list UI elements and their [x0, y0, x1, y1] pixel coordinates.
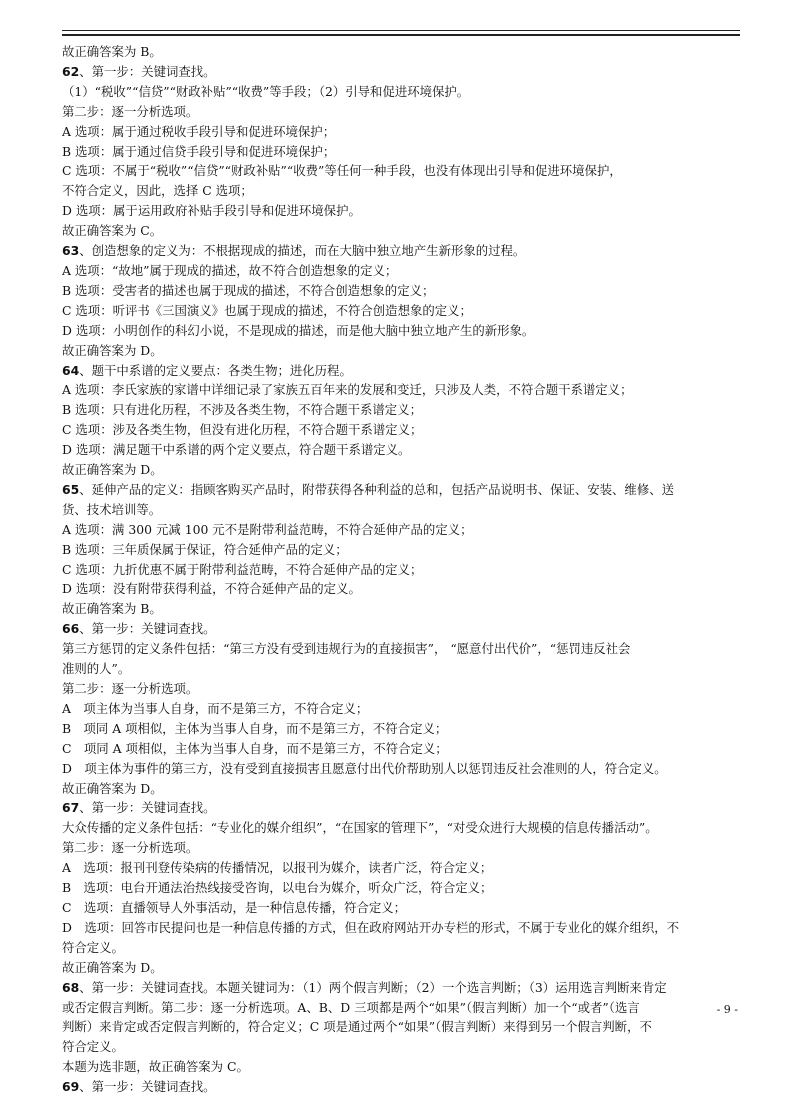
text-line [62, 739, 742, 759]
line-text: 符合定义。 [62, 939, 124, 955]
line-text: 故正确答案为 D。 [62, 780, 163, 796]
text-line [62, 779, 742, 799]
line-text: B 选项：受害者的描述也属于现成的描述，不符合创造想象的定义； [62, 282, 435, 298]
text-line [62, 281, 742, 301]
line-text: 或否定假言判断。第二步：逐一分析选项。A、B、D 三项都是两个“如果”（假言判断）加一个“或者”（选言 [62, 999, 640, 1015]
question-number: 68 [62, 979, 80, 995]
line-text: 、延伸产品的定义：指顾客购买产品时，附带获得各种利益的总和，包括产品说明书、保证、安装、维修、送 [79, 481, 674, 497]
text-line [62, 579, 742, 599]
line-text: D 项主体为事件的第三方，没有受到直接损害且愿意付出代价帮助别人以惩罚违反社会准则的人，符合定义。 [62, 760, 667, 776]
question-number: 67 [62, 800, 80, 816]
line-text: 、创造想象的定义为：不根据现成的描述，而在大脑中独立地产生新形象的过程。 [79, 243, 526, 259]
question-number: 65 [62, 481, 80, 497]
text-line [62, 42, 742, 62]
line-text: D 选项：小明创作的科幻小说，不是现成的描述，而是他大脑中独立地产生的新形象。 [62, 322, 535, 338]
line-text: 故正确答案为 B。 [62, 601, 162, 617]
question-heading [62, 978, 742, 998]
line-text: C 项同 A 项相似，主体为当事人自身，而不是第三方，不符合定义； [62, 740, 448, 756]
text-line [62, 878, 742, 898]
line-text: 符合定义。 [62, 1039, 124, 1055]
text-line [62, 838, 742, 858]
text-line [62, 679, 742, 699]
line-text: （1）“税收”“信贷”“财政补贴”“收费”等手段；（2）引导和促进环境保护。 [62, 83, 470, 99]
text-line [62, 719, 742, 739]
line-text: 故正确答案为 D。 [62, 959, 163, 975]
text-line [62, 301, 742, 321]
line-text: 、第一步：关键词查找。本题关键词为：（1）两个假言判断；（2）一个选言判断；（3）运用选言判断来肯定 [79, 979, 667, 995]
line-text: B 选项：电台开通法治热线接受咨询，以电台为媒介，听众广泛，符合定义； [62, 880, 493, 896]
text-line [62, 201, 742, 221]
text-line [62, 1017, 742, 1037]
line-text: 、题干中系谱的定义要点：各类生物；进化历程。 [79, 362, 352, 378]
text-line [62, 341, 742, 361]
text-line [62, 460, 742, 480]
line-text: 故正确答案为 B。 [62, 44, 162, 59]
text-line [62, 599, 742, 619]
line-text: A 选项：报刊刊登传染病的传播情况，以报刊为媒介，读者广泛，符合定义； [62, 860, 493, 876]
text-line [62, 181, 742, 201]
question-heading [62, 619, 742, 639]
line-text: 、第一步：关键词查找。 [79, 800, 216, 816]
page-number: - 9 - [716, 1003, 738, 1016]
line-text: 第二步：逐一分析选项。 [62, 681, 199, 696]
text-line [62, 500, 742, 520]
text-line [62, 102, 742, 122]
line-text: 判断）来肯定或否定假言判断的，符合定义；C 项是通过两个“如果”（假言判断）来得到另一个假言判断，不 [62, 1019, 652, 1035]
line-text: 第二步：逐一分析选项。 [62, 840, 199, 856]
text-line [62, 420, 742, 440]
line-text: D 选项：没有附带获得利益，不符合延伸产品的定义。 [62, 581, 361, 597]
line-text: B 选项：三年质保属于保证，符合延伸产品的定义； [62, 541, 348, 557]
line-text: 故正确答案为 D。 [62, 462, 163, 478]
text-line [62, 759, 742, 779]
question-number: 62 [62, 63, 80, 79]
line-text: 故正确答案为 C。 [62, 223, 163, 239]
text-line [62, 1057, 742, 1077]
line-text: 第二步：逐一分析选项。 [62, 103, 199, 119]
page-body [62, 42, 742, 1097]
text-line [62, 918, 742, 938]
text-line [62, 440, 742, 460]
question-number: 63 [62, 243, 80, 259]
question-heading [62, 241, 742, 261]
text-line [62, 540, 742, 560]
text-line [62, 560, 742, 580]
text-line [62, 1037, 742, 1057]
text-line [62, 818, 742, 838]
line-text: 故正确答案为 D。 [62, 342, 163, 358]
line-text: A 选项：“故地”属于现成的描述，故不符合创造想象的定义； [62, 262, 398, 278]
question-heading [62, 480, 742, 500]
line-text: D 选项：满足题干中系谱的两个定义要点，符合题干系谱定义。 [62, 442, 411, 458]
line-text: A 项主体为当事人自身，而不是第三方，不符合定义； [62, 700, 369, 716]
question-heading [62, 798, 742, 818]
line-text: A 选项：满 300 元减 100 元不是附带利益范畴，不符合延伸产品的定义； [62, 521, 473, 537]
line-text: B 项同 A 项相似，主体为当事人自身，而不是第三方，不符合定义； [62, 720, 448, 736]
line-text: C 选项：九折优惠不属于附带利益范畴，不符合延伸产品的定义； [62, 561, 423, 577]
text-line [62, 699, 742, 719]
text-line [62, 380, 742, 400]
line-text: C 选项：直播领导人外事活动，是一种信息传播，符合定义； [62, 899, 407, 915]
line-text: 货、技术培训等。 [62, 501, 162, 517]
text-line [62, 938, 742, 958]
line-text: C 选项：不属于“税收”“信贷”“财政补贴”“收费”等任何一种手段，也没有体现出引导和促进环境保护， [62, 163, 622, 179]
header-rule-thick [62, 34, 740, 36]
text-line [62, 659, 742, 679]
line-text: C 选项：听评书《三国演义》也属于现成的描述，不符合创造想象的定义； [62, 302, 472, 318]
line-text: D 选项：回答市民提问也是一种信息传播的方式，但在政府网站开办专栏的形式，不属于专业化的媒介组织，不 [62, 919, 680, 935]
line-text: C 选项：涉及各类生物，但没有进化历程，不符合题干系谱定义； [62, 422, 423, 438]
header-rule-thin [62, 30, 740, 31]
question-number: 69 [62, 1079, 80, 1095]
line-text: A 选项：李氏家族的家谱中详细记录了家族五百年来的发展和变迁，只涉及人类，不符合题干系谱定义； [62, 382, 633, 398]
text-line [62, 958, 742, 978]
question-number: 64 [62, 362, 80, 378]
line-text: 本题为选非题，故正确答案为 C。 [62, 1059, 249, 1075]
line-text: 不符合定义，因此，选择 C 选项； [62, 183, 253, 199]
line-text: A 选项：属于通过税收手段引导和促进环境保护； [62, 123, 336, 139]
question-heading [62, 62, 742, 82]
text-line [62, 639, 742, 659]
line-text: B 选项：属于通过信贷手段引导和促进环境保护； [62, 143, 336, 159]
text-line [62, 520, 742, 540]
text-line [62, 221, 742, 241]
text-line [62, 142, 742, 162]
text-line [62, 82, 742, 102]
question-heading [62, 361, 742, 381]
line-text: D 选项：属于运用政府补贴手段引导和促进环境保护。 [62, 203, 361, 219]
text-line [62, 998, 742, 1018]
text-line [62, 122, 742, 142]
text-line [62, 898, 742, 918]
text-line [62, 321, 742, 341]
line-text: B 选项：只有进化历程，不涉及各类生物，不符合题干系谱定义； [62, 402, 422, 418]
line-text: 、第一步：关键词查找。 [79, 63, 216, 79]
text-line [62, 858, 742, 878]
text-line [62, 261, 742, 281]
line-text: 、第一步：关键词查找。 [79, 621, 216, 637]
line-text: 准则的人”。 [62, 661, 131, 677]
question-number: 66 [62, 621, 80, 637]
line-text: 、第一步：关键词查找。 [79, 1079, 216, 1095]
text-line [62, 400, 742, 420]
text-line [62, 161, 742, 181]
line-text: 大众传播的定义条件包括：“专业化的媒介组织”，“在国家的管理下”，“对受众进行大规模的信息传播活动”。 [62, 820, 658, 836]
question-heading [62, 1077, 742, 1097]
line-text: 第三方惩罚的定义条件包括：“第三方没有受到违规行为的直接损害”， “愿意付出代价”，“惩罚违反社会 [62, 641, 631, 657]
